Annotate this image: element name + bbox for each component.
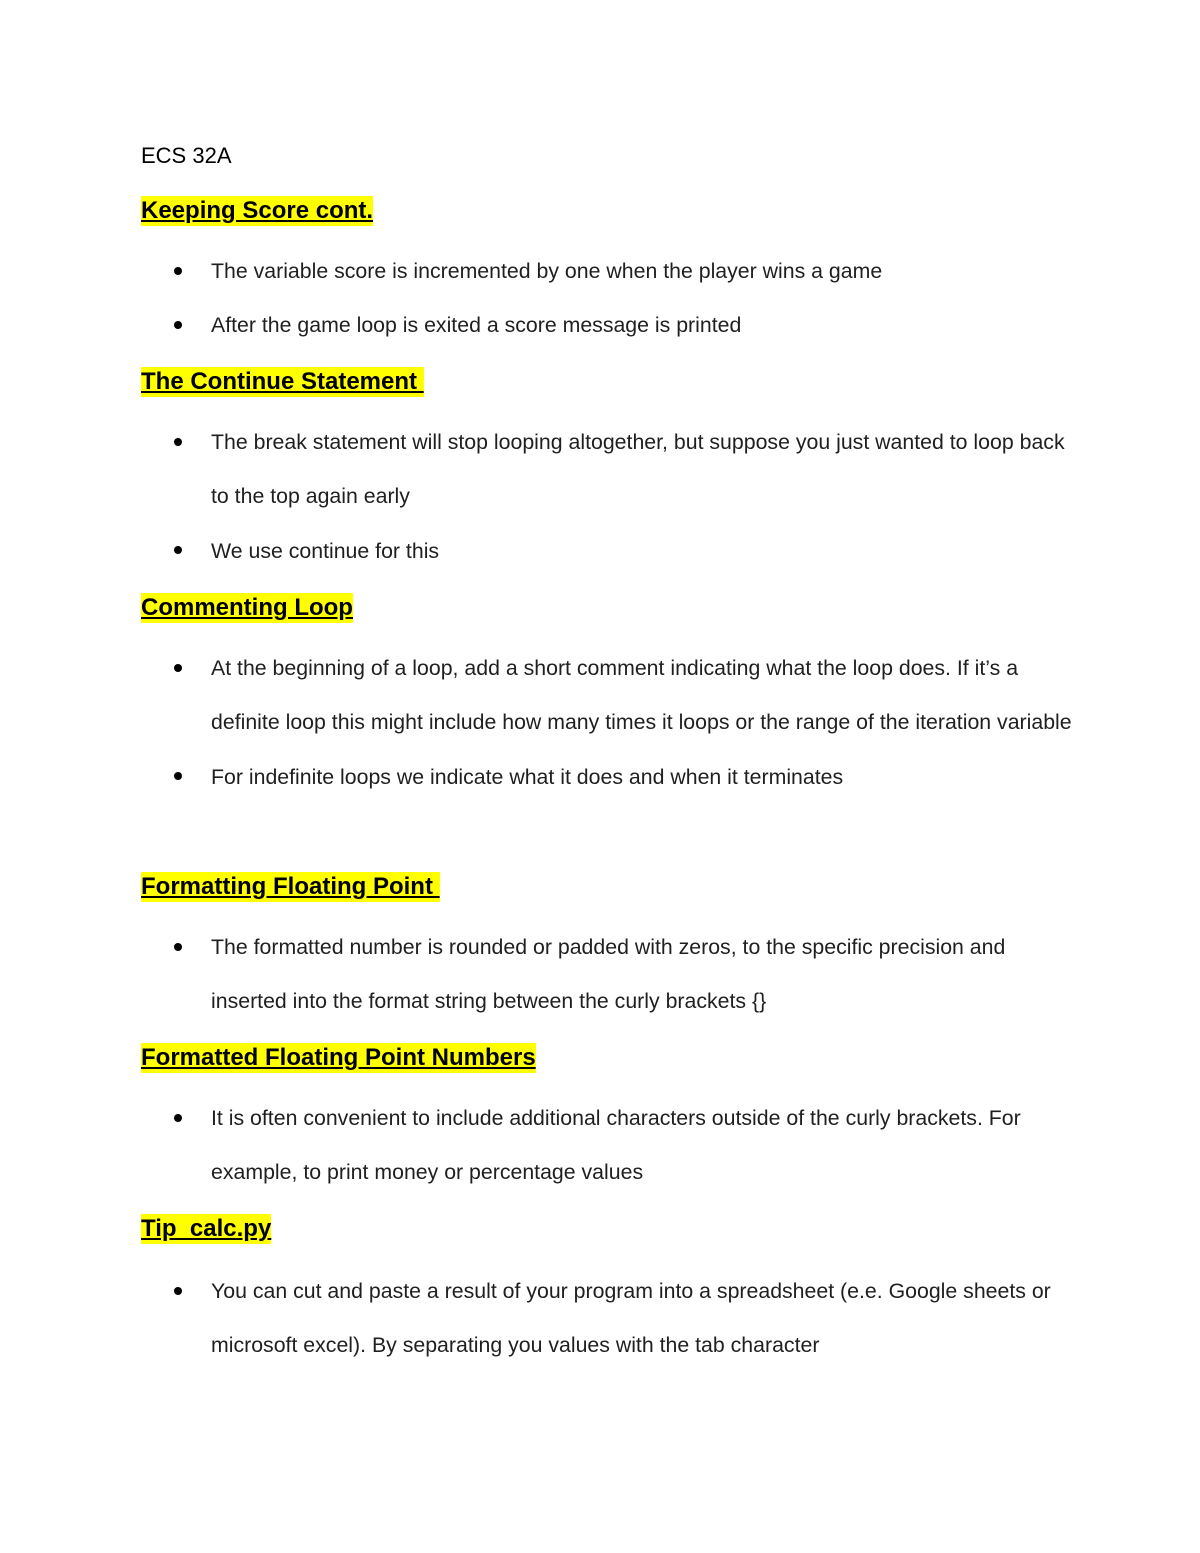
list-item [141, 1091, 1081, 1200]
bullet-list [141, 1091, 1081, 1200]
bullet-icon [174, 267, 182, 275]
list-item [141, 244, 1081, 298]
bullet-text: The formatted number is rounded or padded with zeros, to the specific precision and inserted into the format string between the curly brackets {} [211, 935, 1006, 1014]
section-continue-statement [141, 367, 1081, 578]
bullet-text: The variable score is incremented by one when the player wins a game [211, 259, 883, 283]
list-item [141, 641, 1081, 750]
bullet-icon [174, 1114, 182, 1122]
section-heading: Tip_calc.py [141, 1215, 272, 1242]
list-item [141, 1264, 1081, 1373]
bullet-icon [174, 1287, 182, 1295]
list-item [141, 298, 1081, 352]
bullet-icon [174, 664, 182, 672]
bullet-icon [174, 438, 182, 446]
bullet-text: After the game loop is exited a score message is printed [211, 313, 742, 338]
bullet-list [141, 641, 1081, 804]
list-item [141, 524, 1081, 578]
document-title: ECS 32A [141, 143, 232, 168]
section-heading: Formatting Floating Point [141, 873, 440, 900]
bullet-text: The break statement will stop looping altogether, but suppose you just wanted to loop back to the top again early [211, 430, 1065, 509]
section-heading: Formatted Floating Point Numbers [141, 1044, 536, 1071]
section-tip-calc [141, 1214, 1081, 1373]
bullet-list [141, 1264, 1081, 1373]
section-heading: The Continue Statement [141, 368, 424, 395]
section-heading: Keeping Score cont. [141, 197, 374, 224]
section-formatting-floating-point [141, 872, 1081, 1029]
bullet-list [141, 415, 1081, 578]
bullet-list [141, 920, 1081, 1029]
bullet-icon [174, 943, 182, 951]
list-item [141, 750, 1081, 804]
section-formatted-floating-point-numbers [141, 1043, 1081, 1200]
bullet-text: We use continue for this [211, 538, 440, 563]
section-keeping-score [141, 196, 1081, 353]
bullet-text: For indefinite loops we indicate what it does and when it terminates [211, 764, 844, 789]
section-heading: Commenting Loop [141, 594, 353, 621]
section-commenting-loop [141, 593, 1081, 804]
bullet-list [141, 244, 1081, 353]
bullet-icon [174, 321, 182, 329]
list-item [141, 920, 1081, 1029]
list-item [141, 415, 1081, 524]
bullet-text: It is often convenient to include additional characters outside of the curly brackets. For example, to print money or percentage values [211, 1106, 1021, 1185]
bullet-text: You can cut and paste a result of your program into a spreadsheet (e.e. Google sheets or microsoft excel). By separating you values with the tab character [211, 1279, 1051, 1358]
bullet-icon [174, 546, 182, 554]
bullet-icon [174, 772, 182, 780]
bullet-text: At the beginning of a loop, add a short comment indicating what the loop does. If it’s a definite loop this might include how many times it loops or the range of the iteration variable [211, 656, 1072, 735]
